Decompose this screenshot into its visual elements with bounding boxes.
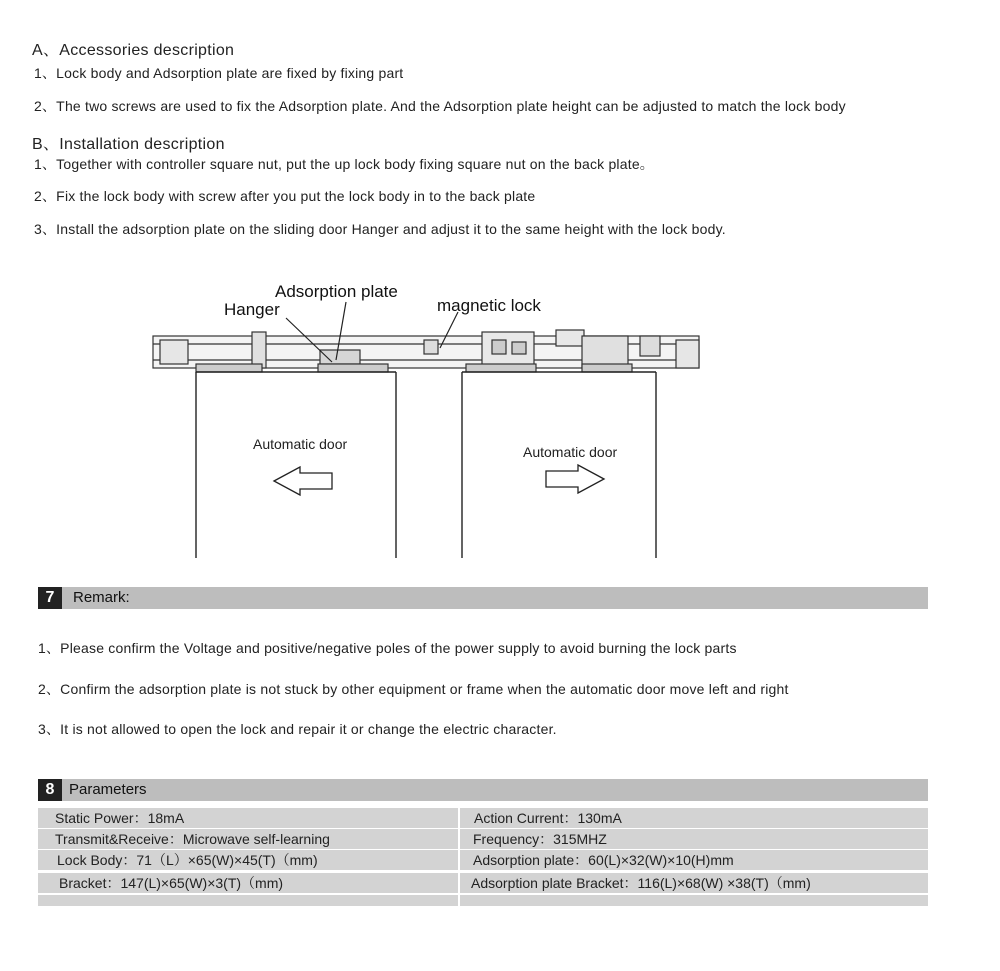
arrow-right-icon bbox=[546, 465, 604, 493]
table-row bbox=[38, 829, 928, 849]
remark-number: 7 bbox=[38, 587, 62, 609]
label-adsorption-plate: Adsorption plate bbox=[275, 282, 398, 301]
section-a-title: A、Accessories description bbox=[32, 42, 235, 59]
door-track-rail bbox=[153, 330, 699, 372]
label-magnetic-lock: magnetic lock bbox=[437, 296, 541, 315]
table-cell: Static Power：18mA bbox=[55, 810, 185, 826]
table-cell: Frequency：315MHZ bbox=[473, 831, 607, 847]
column-divider bbox=[458, 829, 460, 849]
remark-item: 3、It is not allowed to open the lock and repair it or change the electric character. bbox=[38, 721, 557, 737]
section-a-item: 2、The two screws are used to fix the Adsorption plate. And the Adsorption plate height can be adjusted to match the lock body bbox=[34, 98, 846, 114]
section-b-item: 3、Install the adsorption plate on the sliding door Hanger and adjust it to the same height with the lock body. bbox=[34, 221, 726, 237]
section-b-item: 1、Together with controller square nut, put the up lock body fixing square nut on the back plate。 bbox=[34, 156, 655, 172]
remark-item: 1、Please confirm the Voltage and positive/negative poles of the power supply to avoid burning the lock parts bbox=[38, 640, 737, 656]
table-cell: Transmit&Receive：Microwave self-learning bbox=[55, 831, 330, 847]
table-row bbox=[38, 850, 928, 870]
right-door bbox=[462, 372, 656, 558]
column-divider bbox=[458, 895, 460, 906]
label-door-left: Automatic door bbox=[253, 436, 348, 452]
column-divider bbox=[458, 808, 460, 828]
section-b-title: B、Installation description bbox=[32, 136, 225, 153]
section-a-item: 1、Lock body and Adsorption plate are fixed by fixing part bbox=[34, 65, 404, 81]
remark-title: Remark: bbox=[73, 589, 130, 606]
table-cell: Bracket：147(L)×65(W)×3(T)（mm) bbox=[59, 875, 284, 891]
table-row bbox=[38, 873, 928, 893]
table-cell: Action Current：130mA bbox=[474, 810, 622, 826]
table-row-empty bbox=[38, 895, 928, 906]
remark-item: 2、Confirm the adsorption plate is not stuck by other equipment or frame when the automatic door move left and right bbox=[38, 681, 789, 697]
table-cell: Lock Body：71（L）×65(W)×45(T)（mm) bbox=[57, 852, 318, 868]
label-door-right: Automatic door bbox=[523, 444, 618, 460]
remark-header-bar bbox=[38, 587, 928, 609]
table-cell: Adsorption plate：60(L)×32(W)×10(H)mm bbox=[473, 852, 734, 868]
label-hanger: Hanger bbox=[224, 300, 280, 319]
parameters-header-bar bbox=[38, 779, 928, 801]
table-row bbox=[38, 808, 928, 828]
arrow-left-icon bbox=[274, 467, 332, 495]
section-b-item: 2、Fix the lock body with screw after you put the lock body in to the back plate bbox=[34, 188, 536, 204]
table-cell: Adsorption plate Bracket：116(L)×68(W) ×38(T)（mm) bbox=[471, 875, 811, 891]
left-door bbox=[196, 372, 396, 558]
parameters-title: Parameters bbox=[69, 781, 147, 798]
column-divider bbox=[458, 850, 460, 870]
column-divider bbox=[458, 873, 460, 893]
parameters-number: 8 bbox=[38, 779, 62, 801]
